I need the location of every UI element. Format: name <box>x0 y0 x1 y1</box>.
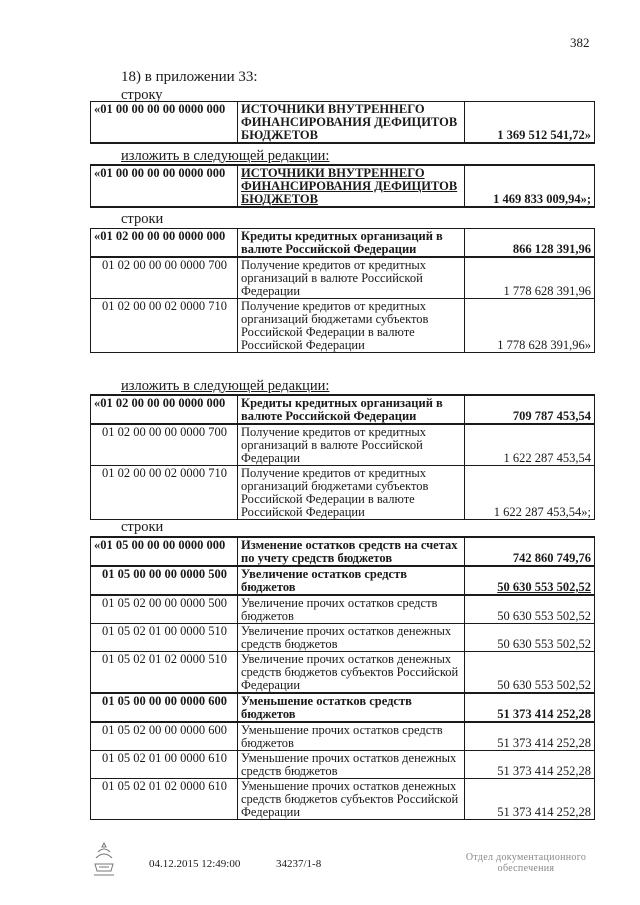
stamp-line-1: Отдел документационного <box>465 852 587 863</box>
table-new-credits <box>90 394 595 520</box>
table-new-sources <box>90 164 595 208</box>
table-row-amount: 742 860 749,76 <box>465 537 595 566</box>
label-stroku: строку <box>121 87 163 103</box>
table-cell-amount: 1 469 833 009,94»; <box>465 165 595 207</box>
table-original-credits <box>90 228 595 353</box>
table-cell-code: «01 00 00 00 00 0000 000 <box>91 102 238 144</box>
table-row-code: 01 05 02 01 00 0000 610 <box>91 751 238 779</box>
emblem-icon <box>91 840 117 883</box>
table-row-code: «01 05 00 00 00 0000 000 <box>91 537 238 566</box>
table-row-code: 01 05 00 00 00 0000 500 <box>91 566 238 595</box>
table-row-name: Уменьшение прочих остатков средств бюджетов <box>238 722 465 751</box>
label-izlozhit-2: изложить в следующей редакции: <box>121 378 330 394</box>
table-row-code: 01 05 00 00 00 0000 600 <box>91 693 238 722</box>
table-row-code: 01 05 02 01 02 0000 510 <box>91 652 238 694</box>
table-row-amount: 51 373 414 252,28 <box>465 751 595 779</box>
table-row-name: Уменьшение прочих остатков денежных средств бюджетов <box>238 751 465 779</box>
table-cell-name: ИСТОЧНИКИ ВНУТРЕННЕГО ФИНАНСИРОВАНИЯ ДЕФИЦИТОВ БЮДЖЕТОВ <box>238 165 465 207</box>
table-row-name: Получение кредитов от кредитных организаций бюджетами субъектов Российской Федерации в валюте Российской Федерации <box>238 299 465 353</box>
page-number: 382 <box>570 35 590 50</box>
table-row-name: Уменьшение остатков средств бюджетов <box>238 693 465 722</box>
department-stamp <box>446 852 606 874</box>
table-row-name: Увеличение прочих остатков денежных средств бюджетов <box>238 624 465 652</box>
table-row-amount: 1 622 287 453,54 <box>465 424 595 466</box>
table-row-code: 01 05 02 01 02 0000 610 <box>91 779 238 820</box>
table-row-amount: 1 622 287 453,54»; <box>465 466 595 520</box>
table-row-amount: 1 778 628 391,96» <box>465 299 595 353</box>
table-row-name: Кредиты кредитных организаций в валюте Российской Федерации <box>238 229 465 258</box>
table-balances <box>90 536 595 820</box>
table-cell-amount: 1 369 512 541,72» <box>465 102 595 144</box>
table-row-amount: 50 630 553 502,52 <box>465 652 595 694</box>
table-row-name: Увеличение прочих остатков денежных средств бюджетов субъектов Российской Федерации <box>238 652 465 694</box>
table-row-amount: 866 128 391,96 <box>465 229 595 258</box>
table-row-code: 01 05 02 01 00 0000 510 <box>91 624 238 652</box>
table-row-amount: 51 373 414 252,28 <box>465 693 595 722</box>
table-row-code: 01 02 00 00 00 0000 700 <box>91 257 238 299</box>
table-row-name: Получение кредитов от кредитных организаций бюджетами субъектов Российской Федерации в валюте Российской Федерации <box>238 466 465 520</box>
table-row-code: 01 02 00 00 02 0000 710 <box>91 299 238 353</box>
table-row-amount: 50 630 553 502,52 <box>465 566 595 595</box>
table-row-amount: 709 787 453,54 <box>465 395 595 424</box>
table-cell-code: «01 00 00 00 00 0000 000 <box>91 165 238 207</box>
table-row-name: Получение кредитов от кредитных организаций в валюте Российской Федерации <box>238 424 465 466</box>
stamp-line-2: обеспечения <box>497 863 555 874</box>
table-row-name: Изменение остатков средств на счетах по учету средств бюджетов <box>238 537 465 566</box>
table-row-name: Увеличение остатков средств бюджетов <box>238 566 465 595</box>
table-row-code: «01 02 00 00 00 0000 000 <box>91 395 238 424</box>
table-row-name: Увеличение прочих остатков средств бюджетов <box>238 595 465 624</box>
table-row-name: Уменьшение прочих остатков денежных средств бюджетов субъектов Российской Федерации <box>238 779 465 820</box>
table-row-code: «01 02 00 00 00 0000 000 <box>91 229 238 258</box>
table-row-name: Кредиты кредитных организаций в валюте Российской Федерации <box>238 395 465 424</box>
footer-doc-number: 34237/1-8 <box>276 858 322 870</box>
table-original-sources <box>90 101 595 144</box>
label-izlozhit-1: изложить в следующей редакции: <box>121 148 330 164</box>
table-row-amount: 51 373 414 252,28 <box>465 722 595 751</box>
table-row-code: 01 05 02 00 00 0000 500 <box>91 595 238 624</box>
label-stroki-1: строки <box>121 211 164 227</box>
table-cell-name: ИСТОЧНИКИ ВНУТРЕННЕГО ФИНАНСИРОВАНИЯ ДЕФИЦИТОВ БЮДЖЕТОВ <box>238 102 465 144</box>
table-row-name: Получение кредитов от кредитных организаций в валюте Российской Федерации <box>238 257 465 299</box>
table-row-amount: 50 630 553 502,52 <box>465 595 595 624</box>
table-row-amount: 51 373 414 252,28 <box>465 779 595 820</box>
table-row-amount: 1 778 628 391,96 <box>465 257 595 299</box>
amendment-heading: 18) в приложении 33: <box>121 69 258 85</box>
label-stroki-2: строки <box>121 519 164 535</box>
table-row-amount: 50 630 553 502,52 <box>465 624 595 652</box>
table-row-code: 01 02 00 00 00 0000 700 <box>91 424 238 466</box>
footer-datetime: 04.12.2015 12:49:00 <box>149 858 241 870</box>
table-row-code: 01 05 02 00 00 0000 600 <box>91 722 238 751</box>
table-row-code: 01 02 00 00 02 0000 710 <box>91 466 238 520</box>
